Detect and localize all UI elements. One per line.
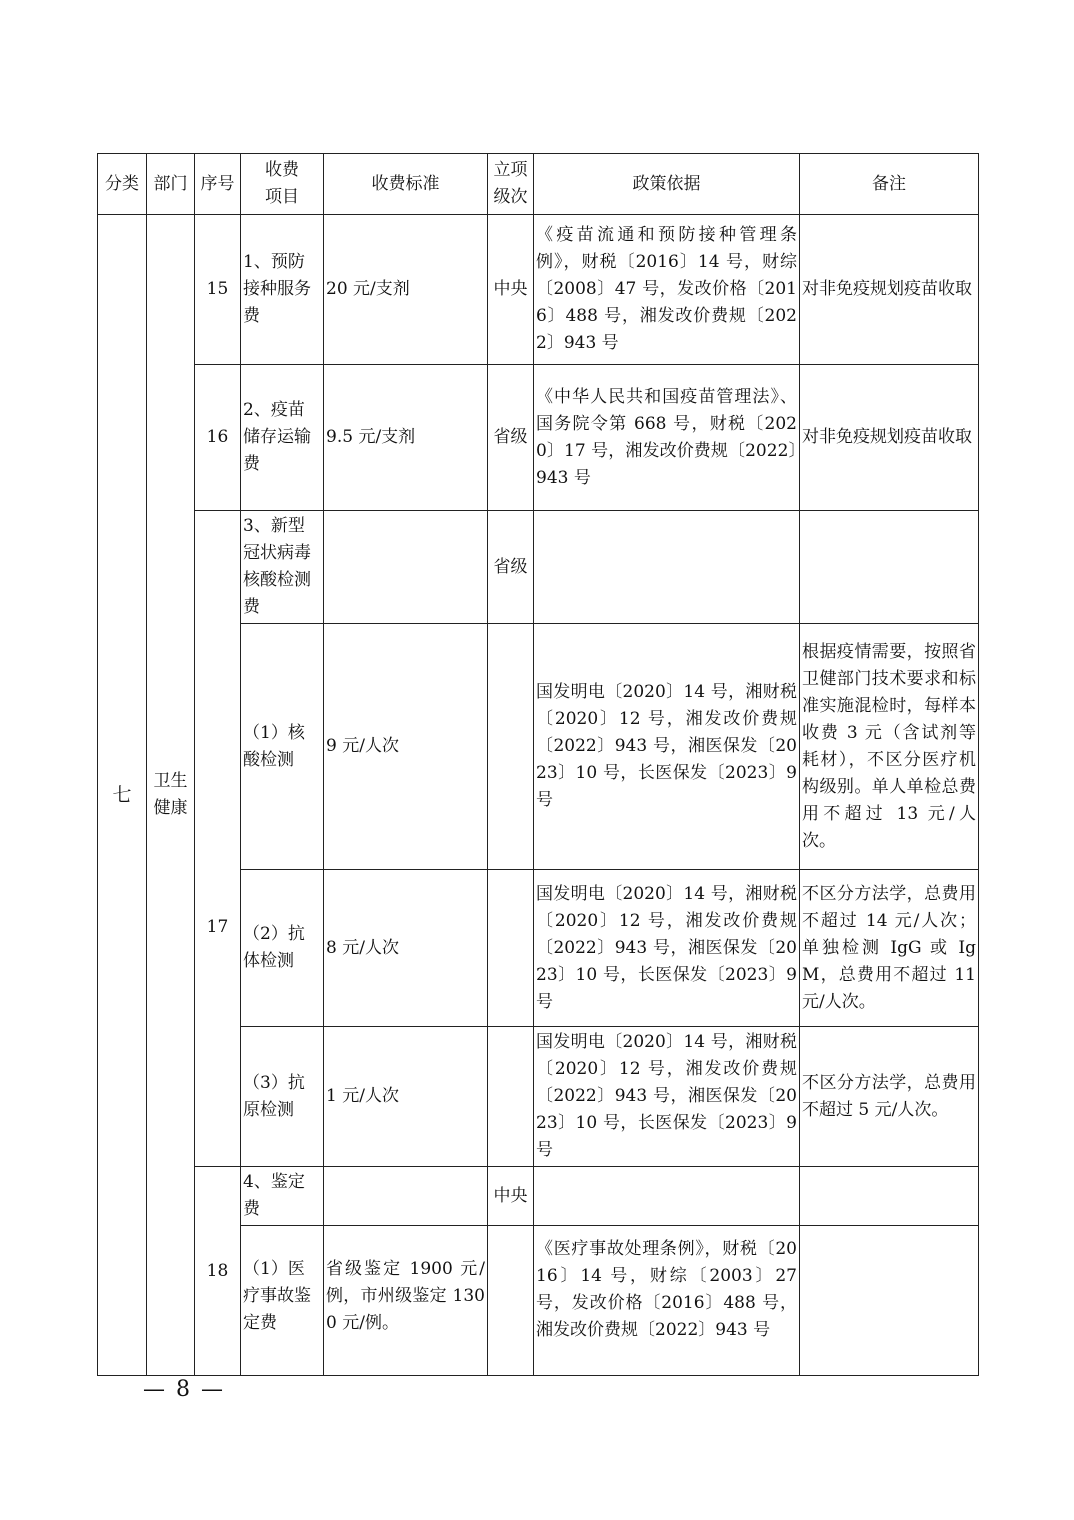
policy-cell — [534, 511, 800, 624]
header-standard: 收费标准 — [324, 154, 488, 215]
department-cell: 卫生健康 — [147, 215, 195, 1376]
header-seq: 序号 — [195, 154, 241, 215]
table-row — [98, 215, 979, 365]
item-cell: 3、新型冠状病毒核酸检测费 — [241, 511, 324, 624]
level-cell — [488, 1226, 534, 1376]
item-cell: 1、预防接种服务费 — [241, 215, 324, 365]
standard-cell: 8 元/人次 — [324, 870, 488, 1027]
level-cell: 中央 — [488, 1167, 534, 1226]
policy-cell: 国发明电〔2020〕14 号，湘财税〔2020〕12 号，湘发改价费规〔2022〕943 号，湘医保发〔2023〕10 号，长医保发〔2023〕9 号 — [534, 870, 800, 1027]
policy-cell: 《中华人民共和国疫苗管理法》、国务院令第 668 号，财税〔2020〕17 号，湘发改价费规〔2022〕943 号 — [534, 365, 800, 511]
policy-cell: 《疫苗流通和预防接种管理条例》，财税〔2016〕14 号，财综〔2008〕47 号，发改价格〔2016〕488 号，湘发改价费规〔2022〕943 号 — [534, 215, 800, 365]
remark-cell: 根据疫情需要，按照省卫健部门技术要求和标准实施混检时，每样本收费 3 元（含试剂等耗材），不区分医疗机构级别。单人单检总费用不超过 13 元/人次。 — [800, 624, 979, 870]
seq-cell: 15 — [195, 215, 241, 365]
header-remark: 备注 — [800, 154, 979, 215]
seq-cell: 17 — [195, 511, 241, 1167]
page-number: — 8 — — [143, 1377, 225, 1402]
remark-cell: 不区分方法学，总费用不超过 14 元/人次；单独检测 IgG 或 IgM，总费用不超过 11 元/人次。 — [800, 870, 979, 1027]
level-cell: 省级 — [488, 511, 534, 624]
remark-cell: 对非免疫规划疫苗收取 — [800, 215, 979, 365]
standard-cell: 20 元/支剂 — [324, 215, 488, 365]
item-cell: 2、疫苗储存运输费 — [241, 365, 324, 511]
table-row — [98, 365, 979, 511]
seq-cell: 16 — [195, 365, 241, 511]
standard-cell: 9 元/人次 — [324, 624, 488, 870]
category-cell: 七 — [98, 215, 147, 1376]
policy-cell: 《医疗事故处理条例》，财税〔2016〕14 号，财综〔2003〕27 号，发改价格〔2016〕488 号，湘发改价费规〔2022〕943 号 — [534, 1226, 800, 1376]
policy-cell — [534, 1167, 800, 1226]
header-item: 收费项目 — [241, 154, 324, 215]
remark-cell — [800, 1226, 979, 1376]
level-cell — [488, 624, 534, 870]
item-cell: （3）抗原检测 — [241, 1027, 324, 1167]
remark-cell — [800, 511, 979, 624]
level-cell — [488, 1027, 534, 1167]
level-cell: 省级 — [488, 365, 534, 511]
table-row — [98, 511, 979, 624]
item-cell: （1）核酸检测 — [241, 624, 324, 870]
level-cell: 中央 — [488, 215, 534, 365]
header-department: 部门 — [147, 154, 195, 215]
remark-cell: 对非免疫规划疫苗收取 — [800, 365, 979, 511]
header-row — [98, 154, 979, 215]
header-category: 分类 — [98, 154, 147, 215]
remark-cell — [800, 1167, 979, 1226]
standard-cell: 9.5 元/支剂 — [324, 365, 488, 511]
table-row — [98, 1167, 979, 1226]
policy-cell: 国发明电〔2020〕14 号，湘财税〔2020〕12 号，湘发改价费规〔2022〕943 号，湘医保发〔2023〕10 号，长医保发〔2023〕9 号 — [534, 1027, 800, 1167]
header-policy: 政策依据 — [534, 154, 800, 215]
policy-cell: 国发明电〔2020〕14 号，湘财税〔2020〕12 号，湘发改价费规〔2022〕943 号，湘医保发〔2023〕10 号，长医保发〔2023〕9 号 — [534, 624, 800, 870]
remark-cell: 不区分方法学，总费用不超过 5 元/人次。 — [800, 1027, 979, 1167]
standard-cell — [324, 511, 488, 624]
level-cell — [488, 870, 534, 1027]
standard-cell — [324, 1167, 488, 1226]
item-cell: （1）医疗事故鉴定费 — [241, 1226, 324, 1376]
standard-cell: 省级鉴定 1900 元/例，市州级鉴定 1300 元/例。 — [324, 1226, 488, 1376]
standard-cell: 1 元/人次 — [324, 1027, 488, 1167]
item-cell: （2）抗体检测 — [241, 870, 324, 1027]
header-level: 立项级次 — [488, 154, 534, 215]
seq-cell: 18 — [195, 1167, 241, 1376]
fee-table — [97, 153, 979, 1376]
item-cell: 4、鉴定费 — [241, 1167, 324, 1226]
